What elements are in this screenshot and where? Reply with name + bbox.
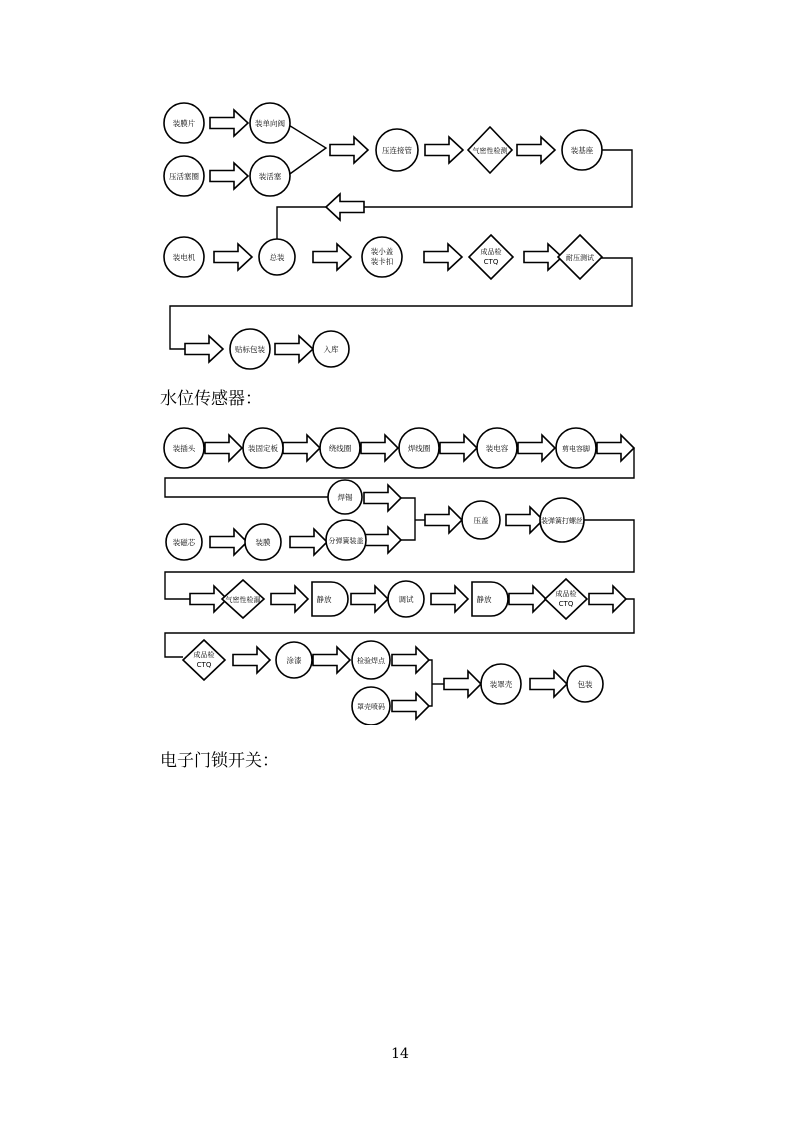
node-label: 装磁芯 [172, 538, 196, 547]
node-label: 装膜片 [172, 119, 196, 128]
flow2-node-fentanhuang [326, 520, 366, 560]
node-label: 装活塞 [258, 172, 282, 181]
flow-arrow [517, 137, 555, 163]
node-label: 装插头 [172, 444, 196, 453]
flow-arrow [392, 647, 429, 673]
flow2-node-tuqi [276, 642, 312, 678]
section-heading-water-sensor: 水位传感器： [160, 389, 262, 409]
flow2-node-dianrong [477, 428, 517, 468]
flow2-node-zhaoke [481, 664, 521, 704]
node-label: 装小盖 [370, 247, 394, 256]
node-label: 压活塞圈 [169, 172, 199, 181]
node-label: 装弹簧打螺丝 [541, 517, 583, 525]
flow2-node-jingfang-2 [472, 582, 508, 616]
flow-arrow [361, 435, 398, 461]
flow-arrow [440, 435, 477, 461]
flow2-node-gudingban [243, 428, 283, 468]
flow1-node-danxiangfa [250, 103, 290, 143]
flow1-node-zongzhuang [259, 239, 295, 275]
flow2-node-jiandianrongjiao [556, 428, 596, 468]
node-label: 静放 [476, 595, 492, 604]
flow2-node-penma [352, 687, 390, 725]
flow2-node-qimixing [222, 580, 264, 618]
flow2-node-chatou [164, 428, 204, 468]
flow2-node-jingfang-1 [312, 582, 348, 616]
node-label: 压盖 [473, 516, 489, 525]
flow1-node-qimixing [468, 127, 512, 173]
section-heading-door-lock: 电子门锁开关： [160, 751, 279, 771]
node-label-line2: CTQ [483, 258, 499, 266]
node-label: 剪电容脚 [562, 445, 590, 453]
node-label: 分弹簧装盖 [328, 537, 364, 545]
node-label: 调试 [398, 595, 414, 604]
flow-arrow [210, 529, 247, 555]
node-label: 检验焊点 [357, 657, 385, 665]
node-label-line2: CTQ [196, 661, 212, 669]
node-label: 装罩壳 [489, 680, 513, 689]
flow-arrow [530, 671, 567, 697]
node-label: 焊锡 [337, 493, 353, 502]
flow-arrow [364, 485, 401, 511]
flow-arrow [185, 336, 223, 362]
flow2-node-chengpinjian-2 [183, 640, 225, 680]
flow-arrow [271, 586, 308, 612]
flow2-node-hanxianquan [399, 428, 439, 468]
flow2-node-tiaoshi [388, 581, 424, 617]
flow-arrow [364, 527, 401, 553]
flow2-node-cixin [166, 524, 202, 560]
flow-arrow [524, 244, 562, 270]
flow-arrow [597, 435, 634, 461]
flow-arrow [210, 163, 248, 189]
node-label-line2: 装卡扣 [370, 257, 394, 266]
flow1-node-huosai [250, 156, 290, 196]
node-label: 罩壳喷码 [357, 703, 385, 711]
flowchart-2 [0, 425, 800, 725]
flow-arrow [283, 435, 320, 461]
flow-arrow-left [326, 194, 364, 220]
flow-arrow [330, 137, 368, 163]
flow2-node-chengpinjian-1 [545, 579, 587, 619]
flow-arrow [210, 110, 248, 136]
flow2-connectors [165, 448, 634, 706]
flow1-node-dianji [164, 237, 204, 277]
flow1-node-xiaogai [362, 237, 402, 277]
flow-arrow [233, 647, 270, 673]
flow2-node-raoxianquan [320, 428, 360, 468]
flow1-node-tiebiao [230, 329, 270, 369]
node-label: 气密性检漏 [225, 596, 261, 604]
flow-arrow [431, 586, 468, 612]
flow2-node-baozhuang [567, 666, 603, 702]
node-label: 包装 [577, 680, 593, 689]
node-label: 装单向阀 [255, 119, 285, 128]
flow-arrow [506, 507, 543, 533]
page-number: 14 [391, 1046, 409, 1062]
flow1-node-mopian [164, 103, 204, 143]
node-label: 焊线圈 [407, 444, 431, 453]
flow1-node-chengpinjian [469, 235, 513, 279]
node-label: 装膜 [255, 538, 271, 547]
flow2-node-jianyan [352, 641, 390, 679]
flow1-node-huosaiquan [164, 156, 204, 196]
node-label: 压连接管 [382, 146, 412, 155]
node-label: 装固定板 [248, 444, 278, 453]
node-label: 装基座 [570, 146, 594, 155]
flow-arrow [205, 435, 242, 461]
node-label: 成品检 [193, 651, 215, 659]
flow2-node-yagai [462, 501, 500, 539]
flow-arrow [509, 586, 546, 612]
node-label: 静放 [316, 595, 332, 604]
node-label-line2: CTQ [558, 600, 574, 608]
node-label: 装电容 [485, 444, 509, 453]
flow-arrow [425, 137, 463, 163]
node-label: 贴标包装 [235, 345, 265, 354]
node-label: 装电机 [172, 253, 196, 262]
flow-arrow [425, 507, 462, 533]
flow2-node-tanhuang [540, 498, 584, 542]
node-label: 成品检 [555, 590, 577, 598]
flow1-node-ruku [313, 331, 349, 367]
flow-arrow [518, 435, 555, 461]
flow-arrow [290, 529, 327, 555]
flow-arrow [214, 244, 252, 270]
flow-arrow [351, 586, 388, 612]
flow1-node-naiya [558, 235, 602, 279]
flow1-node-lianjieguan [376, 129, 418, 171]
flowchart-1 [0, 90, 800, 380]
node-label: 成品检 [480, 248, 502, 256]
flow1-node-jizuo [562, 130, 602, 170]
node-label: 入库 [323, 345, 339, 354]
flow2-node-hanxi [328, 480, 362, 514]
flow-arrow [392, 693, 429, 719]
node-label: 涂漆 [286, 656, 302, 665]
flow2-node-zhuangmo [245, 524, 281, 560]
flow-arrow [589, 586, 626, 612]
node-label: 耐压测试 [566, 254, 594, 262]
node-label: 总装 [269, 253, 285, 262]
flow-arrow [313, 647, 350, 673]
flow-arrow [275, 336, 313, 362]
node-label: 气密性检测 [472, 147, 508, 155]
flow-arrow [313, 244, 351, 270]
node-label: 绕线圈 [328, 444, 352, 453]
flow-arrow [444, 671, 481, 697]
flow-arrow [424, 244, 462, 270]
